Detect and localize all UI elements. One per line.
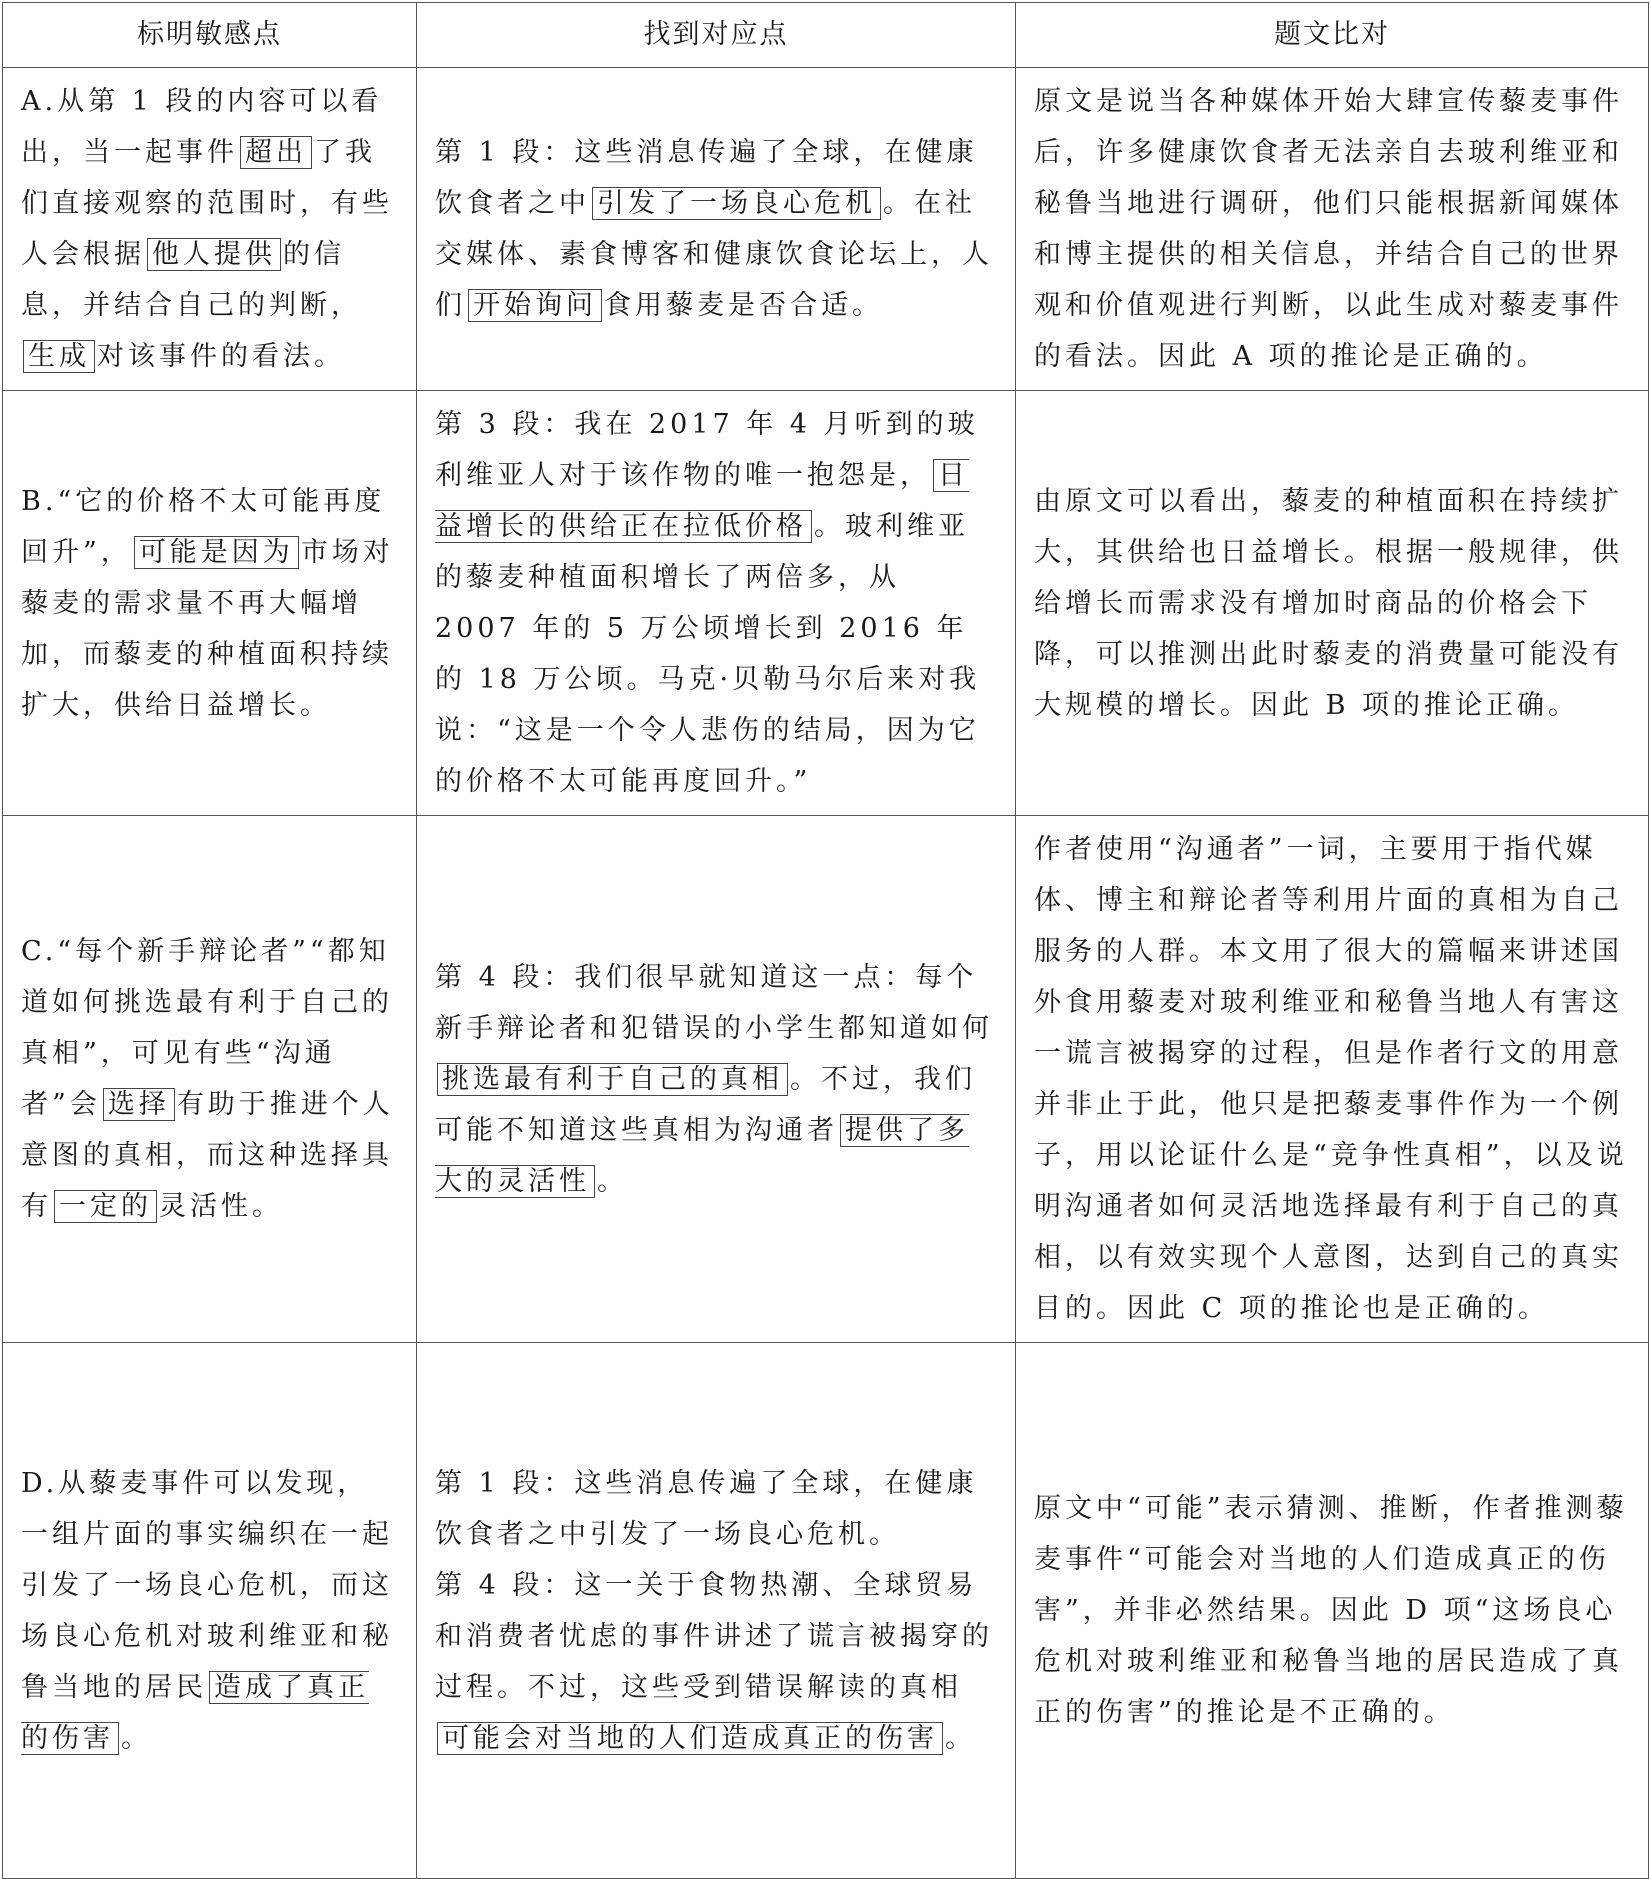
text-segment: 第 1 段：这些消息传遍了全球，在健康饮食者之中引发了一场良心危机。 [435,1467,978,1550]
text-segment: 灵活性。 [159,1191,283,1222]
table-row [3,1343,1649,1879]
text-segment: 。在社交媒体、素食博客和健康饮食论坛上，人们 [435,188,993,321]
text-segment: 由原文可以看出，藜麦的种植面积在持续扩大，其供给也日益增长。根据一般规律，供给增长而需求没有增加时商品的价格会下降，可以推测出此时藜麦的消费量可能没有大规模的增长。因此 B 项的推论正确。 [1034,485,1623,721]
text-segment: 市场对藜麦的需求量不再大幅增加，而藜麦的种植面积持续扩大，供给日益增长。 [21,536,394,721]
text-segment: 第 4 段：我们很早就知道这一点：每个新手辩论者和犯错误的小学生都知道如何 [435,961,993,1044]
text-segment: C.“每个新手辩论者”“都知道如何挑选最有利于自己的真相”，可见有些“沟通者”会 [21,936,393,1120]
header-corresponding-points: 找到对应点 [417,3,1016,68]
highlight-box: 选择 [103,1088,175,1121]
text-segment: 作者使用“沟通者”一词，主要用于指代媒体、博主和辩论者等利用片面的真相为自己服务的人群。本文用了很大的篇幅来讲述国外食用藜麦对玻利维亚和秘鲁当地人有害这一谎言被揭穿的过程，但是作者行文的用意并非止于此，他只是把藜麦事件作为一个例子，用以论证什么是“竞争性真相”，以及说明沟通者如何灵活地选择最有利于自己的真相，以有效实现个人意图，达到自己的真实目的。因此 C 项的推论也是正确的。 [1034,834,1628,1324]
highlight-box: 开始询问 [468,289,602,322]
source-cell [417,391,1016,816]
option-cell [3,1343,417,1879]
text-segment: 。玻利维亚的藜麦种植面积增长了两倍多，从 2007 年的 5 万公顷增长到 2016 年的 18 万公顷。马克·贝勒马尔后来对我说：“这是一个令人悲伤的结局，因为它的价格不太可能再度回升。” [435,511,981,797]
text-segment: 有助于推进个人意图的真相，而这种选择具有 [21,1089,394,1222]
comparison-table [2,2,1649,1879]
table-row [3,391,1649,816]
option-cell [3,391,417,816]
table-row [3,816,1649,1343]
text-segment: 第 1 段：这些消息传遍了全球，在健康饮食者之中 [435,137,978,219]
analysis-cell [1016,816,1649,1343]
text-segment: 第 4 段：这一关于食物热潮、全球贸易和消费者忧虑的事件讲述了谎言被揭穿的过程。不过，这些受到错误解读的真相 [435,1569,993,1703]
text-segment: 第 3 段：我在 2017 年 4 月听到的玻利维亚人对于该作物的唯一抱怨是， [435,409,979,491]
text-segment: 原文是说当各种媒体开始大肆宣传藜麦事件后，许多健康饮食者无法亲自去玻利维亚和秘鲁当地进行调研，他们只能根据新闻媒体和博主提供的相关信息，并结合自己的世界观和价值观进行判断，以此生成对藜麦事件的看法。因此 A 项的推论是正确的。 [1034,86,1623,372]
highlight-box: 造成了真正的伤害 [21,1671,369,1754]
highlight-box: 挑选最有利于自己的真相 [437,1063,788,1096]
analysis-cell [1016,68,1649,391]
highlight-box: 可能会对当地的人们造成真正的伤害 [437,1722,943,1755]
analysis-cell [1016,391,1649,816]
text-segment: 的信息，并结合自己的判断， [21,239,362,321]
text-segment: 。 [597,1165,628,1197]
text-segment: D.从藜麦事件可以发现，一组片面的事实编织在一起引发了一场良心危机，而这场良心危机对玻利维亚和秘鲁当地的居民 [21,1467,393,1703]
text-segment: 食用藜麦是否合适。 [604,290,883,321]
highlight-box: 生成 [23,340,95,373]
analysis-cell [1016,1343,1649,1879]
highlight-box: 他人提供 [147,238,281,271]
text-segment: 。 [945,1722,976,1754]
header-text-comparison: 题文比对 [1016,3,1649,68]
highlight-box: 引发了一场良心危机 [592,187,881,220]
highlight-box: 可能是因为 [134,536,299,569]
text-segment: 。不过，我们可能不知道这些真相为沟通者 [435,1063,976,1146]
text-segment: 对该事件的看法。 [97,341,345,372]
text-segment: A.从第 1 段的内容可以看出，当一起事件 [21,86,383,168]
highlight-box: 日益增长的供给正在拉低价格 [435,460,969,542]
highlight-box: 提供了多大的灵活性 [435,1114,969,1197]
source-cell [417,816,1016,1343]
text-segment: 原文中“可能”表示猜测、推断，作者推测藜麦事件“可能会对当地的人们造成真正的伤害”，并非必然结果。因此 D 项“这场良心危机对玻利维亚和秘鲁当地的居民造成了真正的伤害”的推论是不正确的。 [1034,1493,1628,1728]
text-segment: B.“它的价格不太可能再度回升”， [21,485,386,568]
option-cell [3,816,417,1343]
source-cell [417,1343,1016,1879]
text-segment: 了我们直接观察的范围时，有些人会根据 [21,137,393,270]
table-row [3,68,1649,391]
highlight-box: 一定的 [54,1190,157,1223]
text-segment: 。 [121,1722,152,1754]
highlight-box: 超出 [240,136,312,169]
header-sensitive-points: 标明敏感点 [3,3,417,68]
header-row [3,3,1649,68]
option-cell [3,68,417,391]
source-cell [417,68,1016,391]
